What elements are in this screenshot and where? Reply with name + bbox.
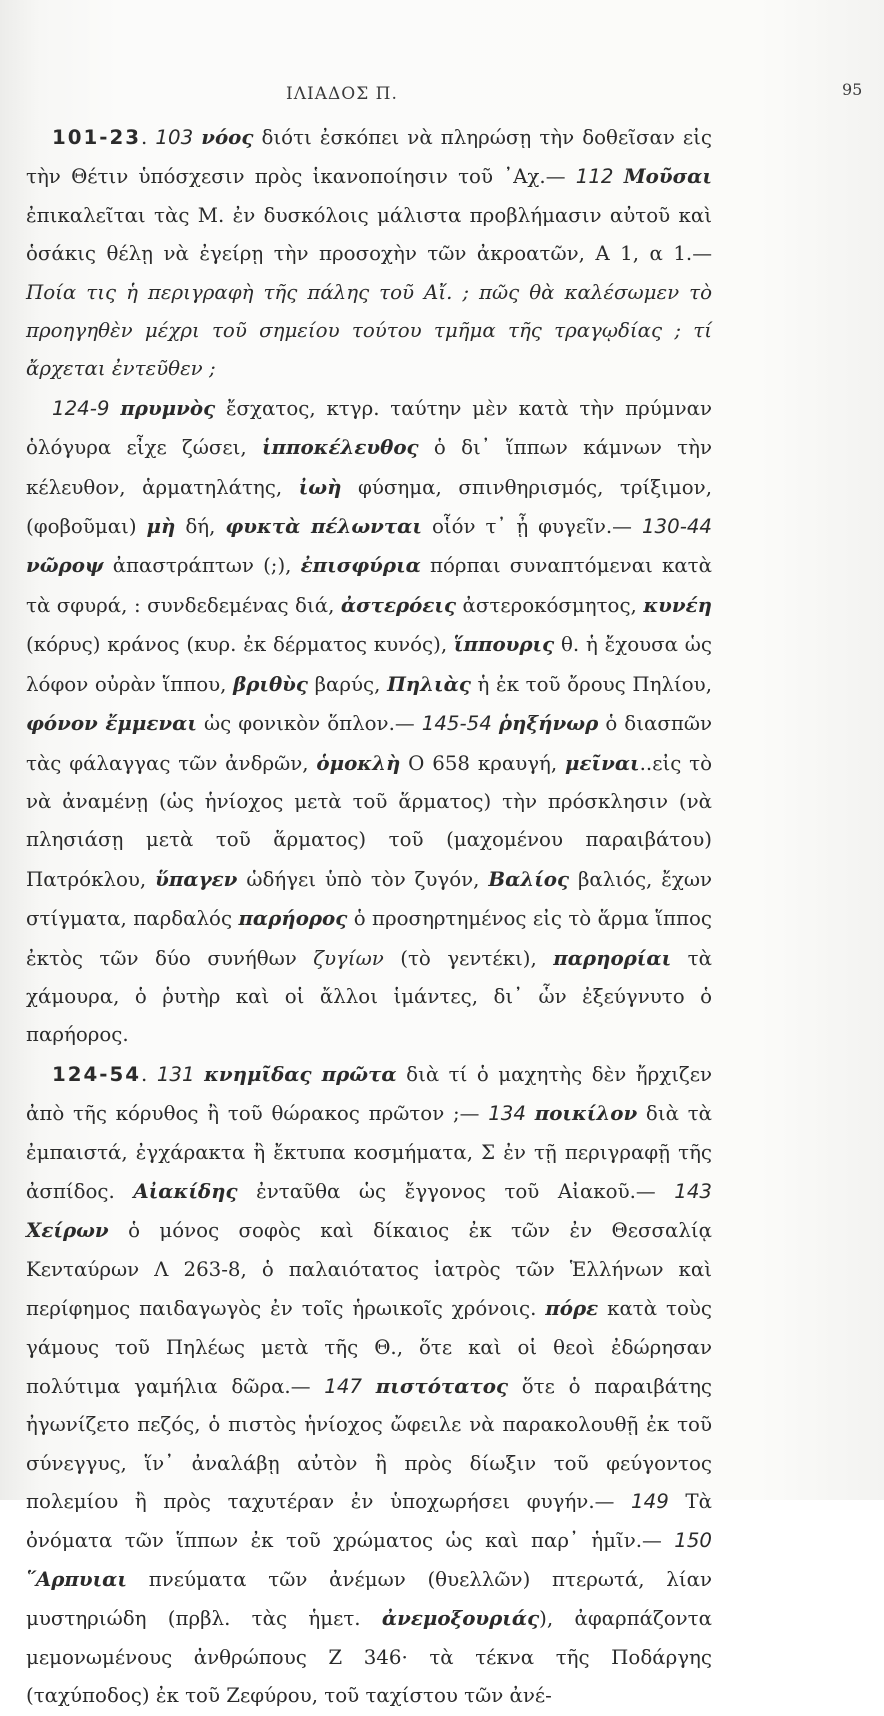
text-run: πνεύματα τῶν ἀνέμων (θυελλῶν) πτερωτά, λίαν μυστηριώδη (πρβλ. τὰς ἡμετ. (26, 1568, 712, 1631)
lemma-term: ἐπισφύρια (300, 553, 421, 578)
line-reference: 103 (155, 126, 194, 149)
text-run: οἷόν τ᾿ ᾖ φυγεῖν.— (421, 515, 642, 539)
lemma-term: βριθὺς (233, 671, 308, 696)
lemma-term: Μοῦσαι (623, 164, 712, 189)
lemma-term: παρηορίαι (553, 945, 672, 970)
text-run: Τὰ ὀνόματα τῶν ἵππων ἐκ τοῦ χρώματος ὡς καὶ παρ᾿ ἡμῖν.— (26, 1490, 712, 1552)
text-run (109, 397, 120, 420)
text-run: ὅτε ὁ παραιβάτης ἠγωνίζετο πεζός, ὁ πιστὸς ἡνίοχος ὤφειλε νὰ παρακολουθῇ ἐκ τοῦ σύνεγγυς, ἵν᾿ ἀναλάβῃ αὐτὸν ἢ πρὸς δίωξιν τοῦ φεύγοντος πολεμίου ἢ πρὸς ταχυτέραν ἐν ὑποχωρήσει φυγήν.— (26, 1375, 712, 1514)
running-title: ΙΛΙΑΔΟΣ Π. (286, 84, 398, 104)
lemma-term: νόος (201, 125, 254, 149)
line-reference: 150 (674, 1528, 712, 1552)
section-number: 124-54 (52, 1062, 142, 1086)
lemma-term: Πηλιὰς (387, 671, 471, 696)
text-run: βαρύς, (307, 672, 388, 696)
paragraph-2 (26, 389, 712, 1055)
text-run: βαλιός, ἔχων στίγματα, παρδαλός (26, 867, 712, 931)
line-reference: 131 (156, 1062, 195, 1086)
line-reference: 134 (488, 1102, 526, 1126)
italic-text: ζυγίων (313, 946, 384, 970)
text-run: ὁ προσηρτημένος εἰς τὸ ἅρμα ἵππος ἐκτὸς τῶν δύο συνήθων (26, 907, 712, 970)
lemma-term: Χείρων (26, 1218, 109, 1243)
paragraph-1 (26, 118, 712, 389)
text-run: φύσημα, σπινθηρισμός, τρίξιμον, (φοβοῦμαι) (26, 475, 712, 539)
lemma-term: ὕπαγεν (155, 866, 238, 891)
text-run: ἡ ἐκ τοῦ ὄρους Πηλίου, (470, 672, 712, 696)
lemma-term: παρήορος (238, 906, 348, 931)
lemma-term: πόρε (545, 1296, 599, 1321)
lemma-term: φόνον ἔμμεναι (26, 711, 197, 736)
lemma-term: κυνέη (643, 592, 712, 617)
text-run: ὁ διασπῶν τὰς φάλαγγας τῶν ἀνδρῶν, (26, 712, 712, 775)
text-run: διότι ἐσκόπει νὰ πληρώσῃ τὴν δοθεῖσαν εἰς τὴν Θέτιν ὑπόσχεσιν πρὸς ἱκανοποίησιν τοῦ ᾿Αχ.— (26, 126, 713, 189)
lemma-term: ἀστερόεις (340, 592, 457, 617)
section-number: 101-23 (52, 126, 142, 149)
lemma-term: φυκτὰ πέλωνται (225, 514, 422, 539)
lemma-term: Βαλίος (488, 866, 570, 891)
lemma-term: πιστότατος (375, 1374, 508, 1398)
text-run: ὁ δι᾿ ἵππων κάμνων τὴν κέλευθον, ἁρματηλάτης, (26, 436, 712, 499)
line-reference: 145-54 (421, 712, 492, 736)
lemma-term: ῞Αρπυιαι (26, 1567, 127, 1592)
text-run (614, 165, 624, 188)
lemma-term: ἀνεμοξουριάς (381, 1606, 540, 1631)
line-reference: 149 (631, 1490, 669, 1514)
lemma-term: μεῖναι (565, 750, 640, 775)
text-run: δή, (175, 515, 226, 539)
commentary-text (26, 118, 712, 1716)
text-run: ἐνταῦθα ὡς ἔγγονος τοῦ Αἰακοῦ.— (237, 1179, 675, 1203)
lemma-term: κνημῖδας πρῶτα (204, 1061, 397, 1086)
text-run (195, 1063, 205, 1086)
text-run: διὰ τὰ ἐμπαιστά, ἐγχάρακτα ἢ ἔκτυπα κοσμήματα, Σ ἐν τῇ περιγραφῇ τῆς ἀσπίδος. (26, 1102, 713, 1203)
text-run: ἀπαστράπτων (;), (103, 554, 301, 578)
text-run: ..εἰς τὸ νὰ ἀναμένῃ (ὡς ἡνίοχος μετὰ τοῦ ἅρματος) τὴν πρόσκλησιν (νὰ πλησιάσῃ μετὰ τοῦ ἅρματος) τοῦ (μαχομένου παραιβάτου) Πατρόκλου, (26, 751, 712, 891)
italic-text: Ποία τις ἡ περιγραφὴ τῆς πάλης τοῦ Αἴ. ; πῶς θὰ καλέσωμεν τὸ προηγηθὲν μέχρι τοῦ σημείου τούτου τμῆμα τῆς τραγῳδίας ; τί ἄρχεται ἐντεῦθεν ; (26, 280, 712, 381)
lemma-term: ἰωὴ (298, 474, 342, 499)
text-run: ), ἀφαρπάζοντα μεμονωμένους ἀνθρώπους Ζ 346· τὰ τέκνα τῆς Ποδάργης (ταχύποδος) ἐκ τοῦ Ζεφύρου, τοῦ ταχίστου τῶν ἀνέ- (26, 1607, 712, 1708)
line-reference: 130-44 (641, 515, 713, 539)
lemma-term: ποικίλον (534, 1101, 638, 1126)
line-reference: 124-9 (52, 396, 110, 420)
lemma-term: πρυμνὸς (120, 395, 216, 420)
text-run: ὡδήγει ὑπὸ τὸν ζυγόν, (237, 867, 489, 891)
lemma-term: ἵππουρις (453, 632, 555, 657)
text-run: θ. ἡ ἔχουσα ὡς λόφον οὐρὰν ἵππου, (26, 633, 712, 696)
lemma-term: ἱπποκέλευθος (261, 435, 419, 460)
line-reference: 143 (674, 1179, 712, 1203)
text-run: Ο 658 κραυγή, (400, 751, 566, 775)
text-run: (κόρυς) κράνος (κυρ. ἐκ δέρματος κυνός), (26, 633, 454, 657)
line-reference: 147 (324, 1375, 363, 1398)
text-run: ἀστεροκόσμητος, (456, 593, 644, 617)
text-run: πόρπαι συναπτόμεναι κατὰ τὰ σφυρά, : συνδεδεμένας διά, (26, 554, 712, 617)
text-run: ὡς φονικὸν ὅπλον.— (196, 712, 422, 736)
paragraph-3 (26, 1055, 712, 1716)
text-run: κατὰ τοὺς γάμους τοῦ Πηλέως μετὰ τῆς Θ., ὅτε καὶ οἱ θεοὶ ἐδώρησαν πολύτιμα γαμήλια δῶρα.— (26, 1297, 712, 1398)
text-run (526, 1102, 535, 1125)
text-run: διὰ τί ὁ μαχητὴς δὲν ἤρχιζεν ἀπὸ τῆς κόρυθος ἢ τοῦ θώρακος πρῶτον ;— (26, 1062, 712, 1126)
text-run: τὰ χάμουρα, ὁ ῥυτὴρ καὶ οἱ ἄλλοι ἱμάντες, δι᾿ ὧν ἐξεύγνυτο ὁ παρήορος. (26, 946, 712, 1047)
text-run: ὁ μόνος σοφὸς καὶ δίκαιος ἐκ τῶν ἐν Θεσσαλίᾳ Κενταύρων Λ 263-8, ὁ παλαιότατος ἰατρὸς τῶν Ἑλλήνων καὶ περίφημος παιδαγωγὸς ἐν τοῖς ἡρωικοῖς χρόνοις. (26, 1219, 712, 1321)
text-run (492, 712, 499, 735)
text-run (362, 1375, 376, 1398)
text-run: ἐπικαλεῖται τὰς Μ. ἐν δυσκόλοις μάλιστα προβλήμασιν αὐτοῦ καὶ ὁσάκις θέλῃ νὰ ἐγείρῃ τὴν προσοχὴν τῶν ἀκροατῶν, Α 1, α 1.— (26, 203, 712, 266)
line-reference: 112 (575, 165, 614, 189)
page-number: 95 (842, 80, 863, 99)
lemma-term: ὁμοκλὴ (316, 750, 401, 775)
text-run: . (141, 126, 156, 149)
text-run: . (141, 1062, 157, 1086)
lemma-term: ῥηξήνωρ (498, 711, 599, 736)
lemma-term: νῶροψ (26, 553, 104, 578)
lemma-term: Αἰακίδης (133, 1178, 238, 1203)
text-run: (τὸ γεντέκι), (383, 946, 554, 970)
text-run: ἔσχατος, κτγρ. ταύτην μὲν κατὰ τὴν πρύμναν ὁλόγυρα εἶχε ζώσει, (26, 396, 712, 460)
lemma-term: μὴ (146, 514, 176, 539)
